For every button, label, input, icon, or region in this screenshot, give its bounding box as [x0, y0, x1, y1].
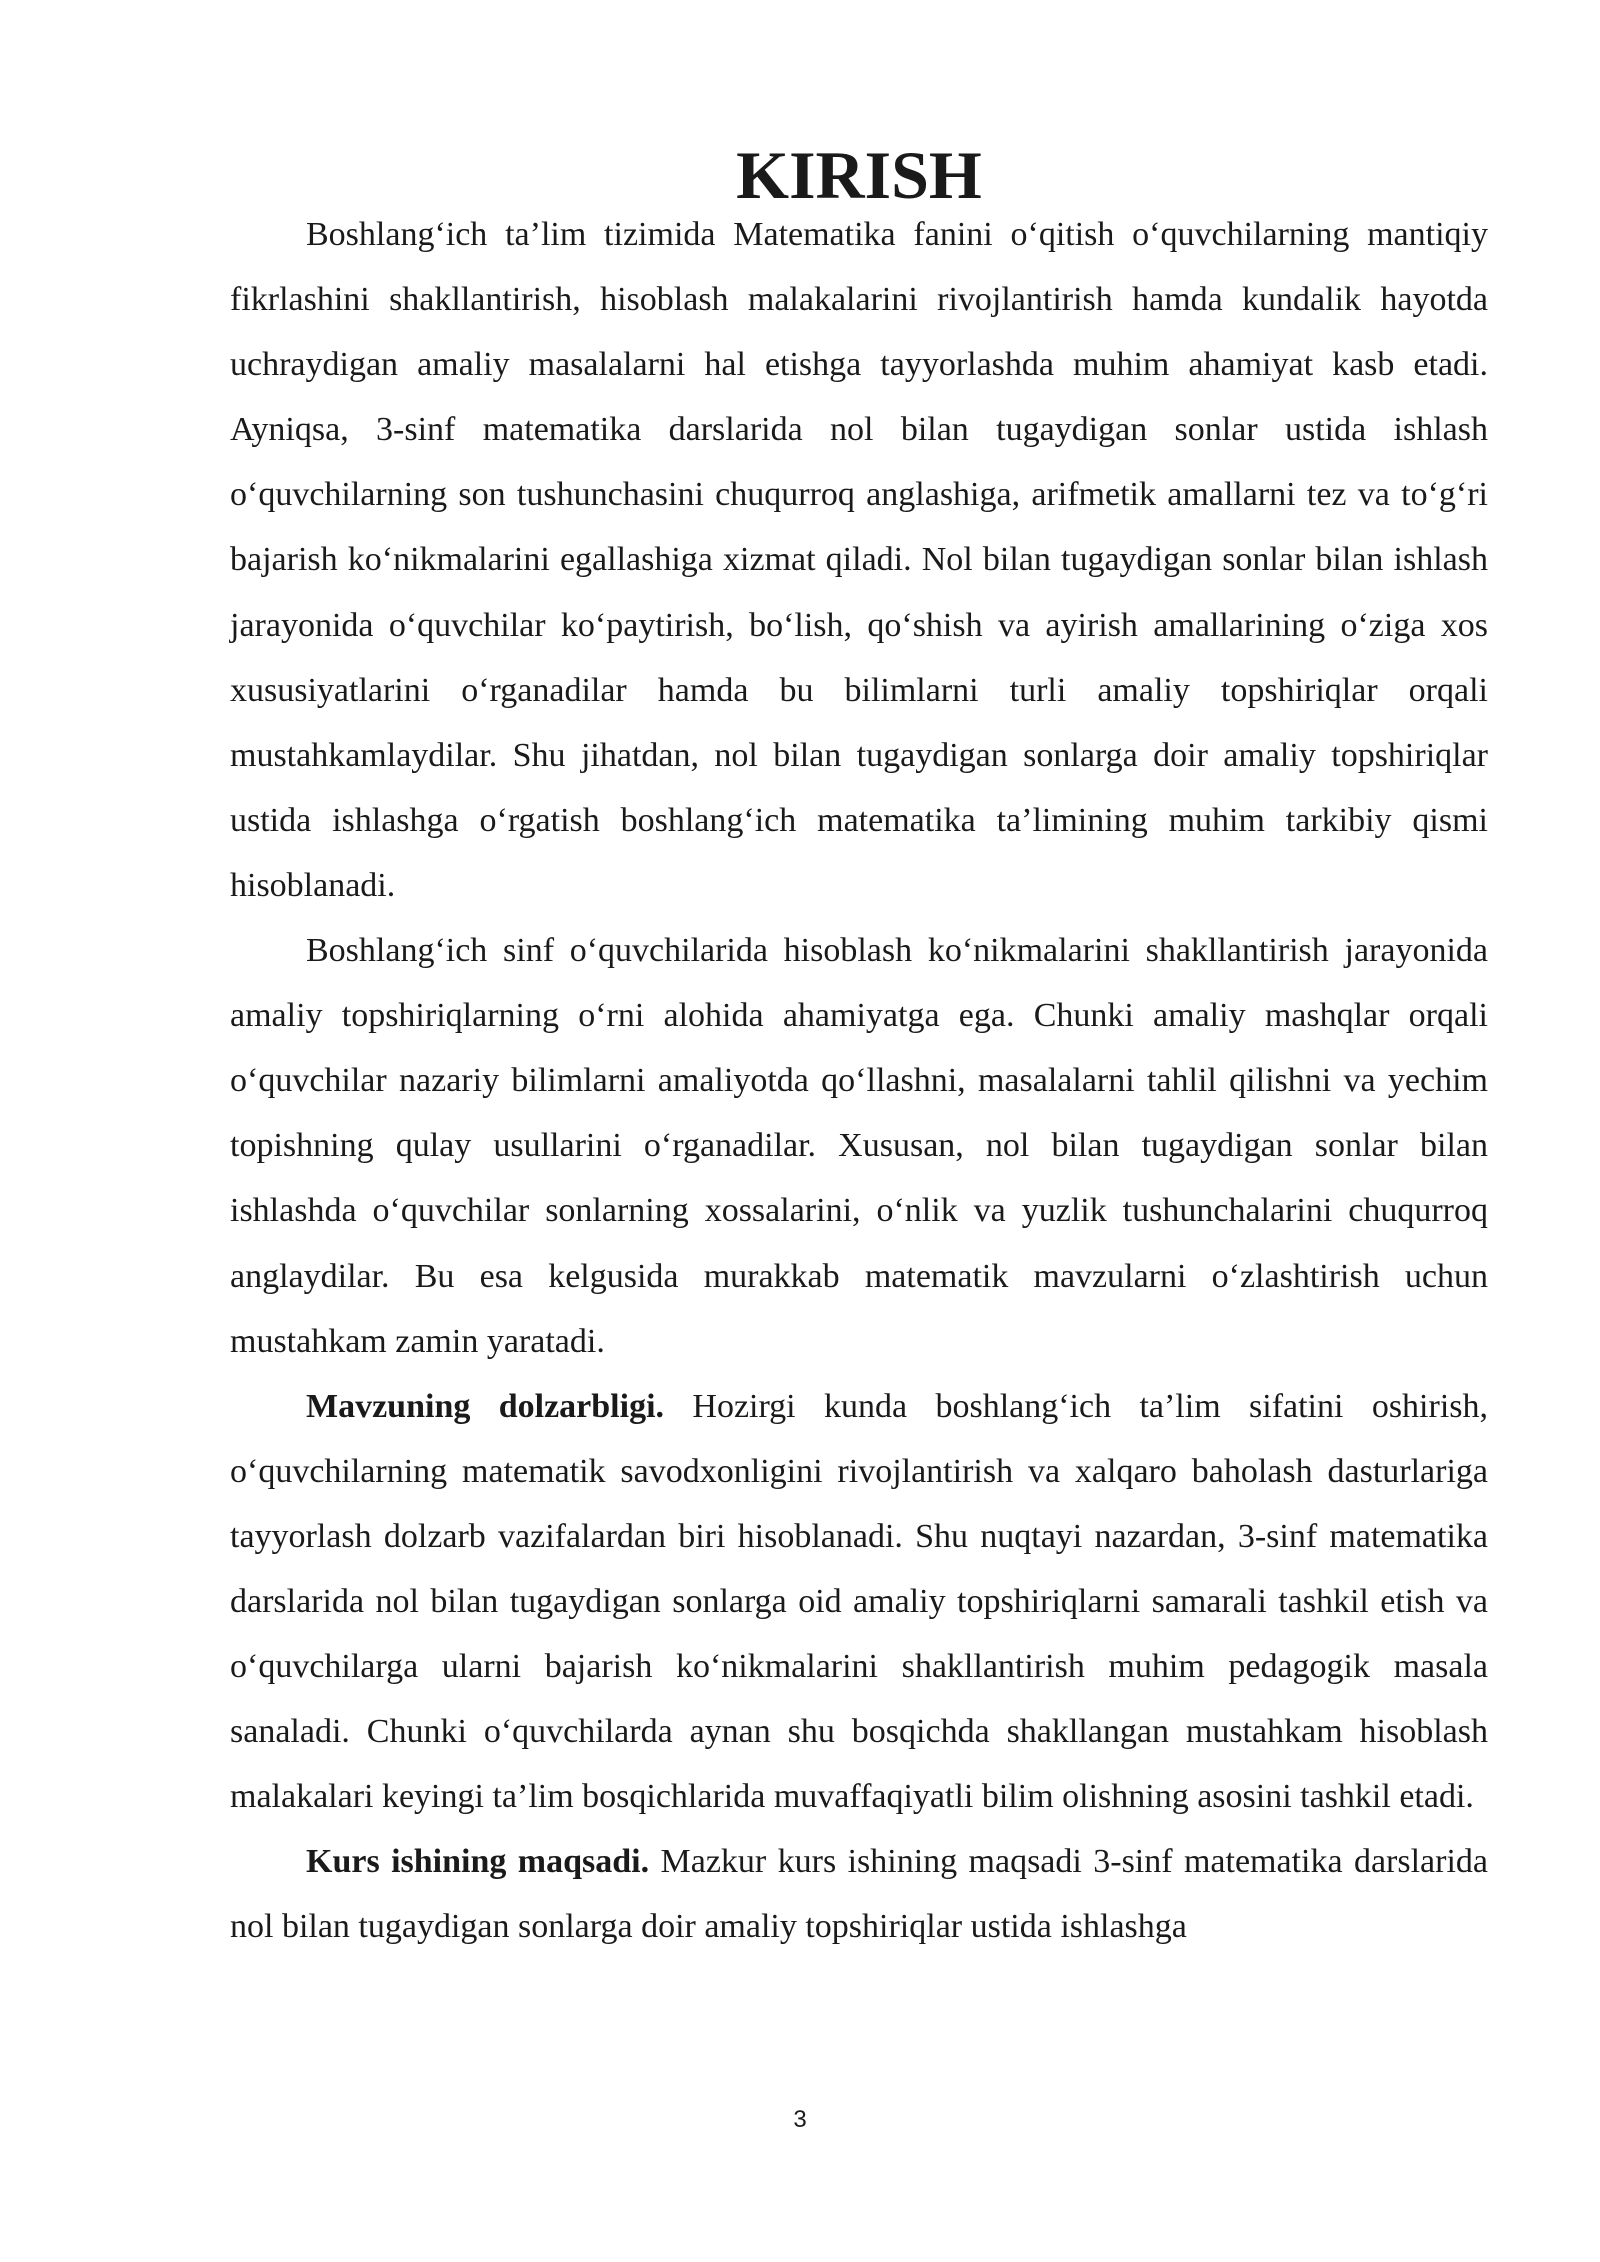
paragraph-text: Hozirgi kunda boshlang‘ich ta’lim sifatini oshirish, o‘quvchilarning matematik savodxonligini rivojlantirish va xalqaro baholash dasturlariga tayyorlash dolzarb vazifalardan biri hisoblanadi. Shu nuqtayi nazardan, 3-sinf matematika darslarida nol bilan tugaydigan sonlarga oid amaliy topshiriqlarni samarali tashkil etish va o‘quvchilarga ularni bajarish ko‘nikmalarini shakllantirish muhim pedagogik masala sanaladi. Chunki o‘quvchilarda aynan shu bosqichda shakllangan mustahkam hisoblash malakalari keyingi ta’lim bosqichlarida muvaffaqiyatli bilim olishning asosini tashkil etadi.: [230, 1387, 1488, 1816]
paragraph-introduction: [230, 202, 1488, 918]
paragraph-lead-relevance: Mavzuning dolzarbligi.: [306, 1387, 665, 1425]
paragraph-lead-goal: Kurs ishining maqsadi.: [306, 1843, 650, 1881]
paragraph-text: Mazkur kurs ishining maqsadi 3-sinf matematika darslarida nol bilan tugaydigan sonlarga doir amaliy topshiriqlar ustida ishlashga: [230, 1843, 1488, 1946]
section-title: KIRISH: [736, 137, 982, 213]
page-body: [230, 137, 1488, 1960]
page-number: 3: [793, 2106, 807, 2133]
paragraph-goal: [230, 1829, 1488, 1959]
paragraph-relevance: [230, 1374, 1488, 1830]
paragraph-text: Boshlang‘ich sinf o‘quvchilarida hisoblash ko‘nikmalarini shakllantirish jarayonida amaliy topshiriqlarning o‘rni alohida ahamiyatga ega. Chunki amaliy mashqlar orqali o‘quvchilar nazariy bilimlarni amaliyotda qo‘llashni, masalalarni tahlil qilishni va yechim topishning qulay usullarini o‘rganadilar. Xususan, nol bilan tugaydigan sonlar bilan ishlashda o‘quvchilar sonlarning xossalarini, o‘nlik va yuzlik tushunchalarini chuqurroq anglaydilar. Bu esa kelgusida murakkab matematik mavzularni o‘zlashtirish uchun mustahkam zamin yaratadi.: [230, 932, 1488, 1360]
paragraph-practical-tasks: [230, 918, 1488, 1374]
paragraph-text: Boshlang‘ich ta’lim tizimida Matematika fanini o‘qitish o‘quvchilarning mantiqiy fikrlashini shakllantirish, hisoblash malakalarini rivojlantirish hamda kundalik hayotda uchraydigan amaliy masalalarni hal etishga tayyorlashda muhim ahamiyat kasb etadi. Ayniqsa, 3-sinf matematika darslarida nol bilan tugaydigan sonlar ustida ishlash o‘quvchilarning son tushunchasini chuqurroq anglashiga, arifmetik amallarni tez va to‘g‘ri bajarish ko‘nikmalarini egallashiga xizmat qiladi. Nol bilan tugaydigan sonlar bilan ishlash jarayonida o‘quvchilar ko‘paytirish, bo‘lish, qo‘shish va ayirish amallarining o‘ziga xos xususiyatlarini o‘rganadilar hamda bu bilimlarni turli amaliy topshiriqlar orqali mustahkamlaydilar. Shu jihatdan, nol bilan tugaydigan sonlarga doir amaliy topshiriqlar ustida ishlashga o‘rgatish boshlang‘ich matematika ta’limining muhim tarkibiy qismi hisoblanadi.: [230, 216, 1488, 904]
